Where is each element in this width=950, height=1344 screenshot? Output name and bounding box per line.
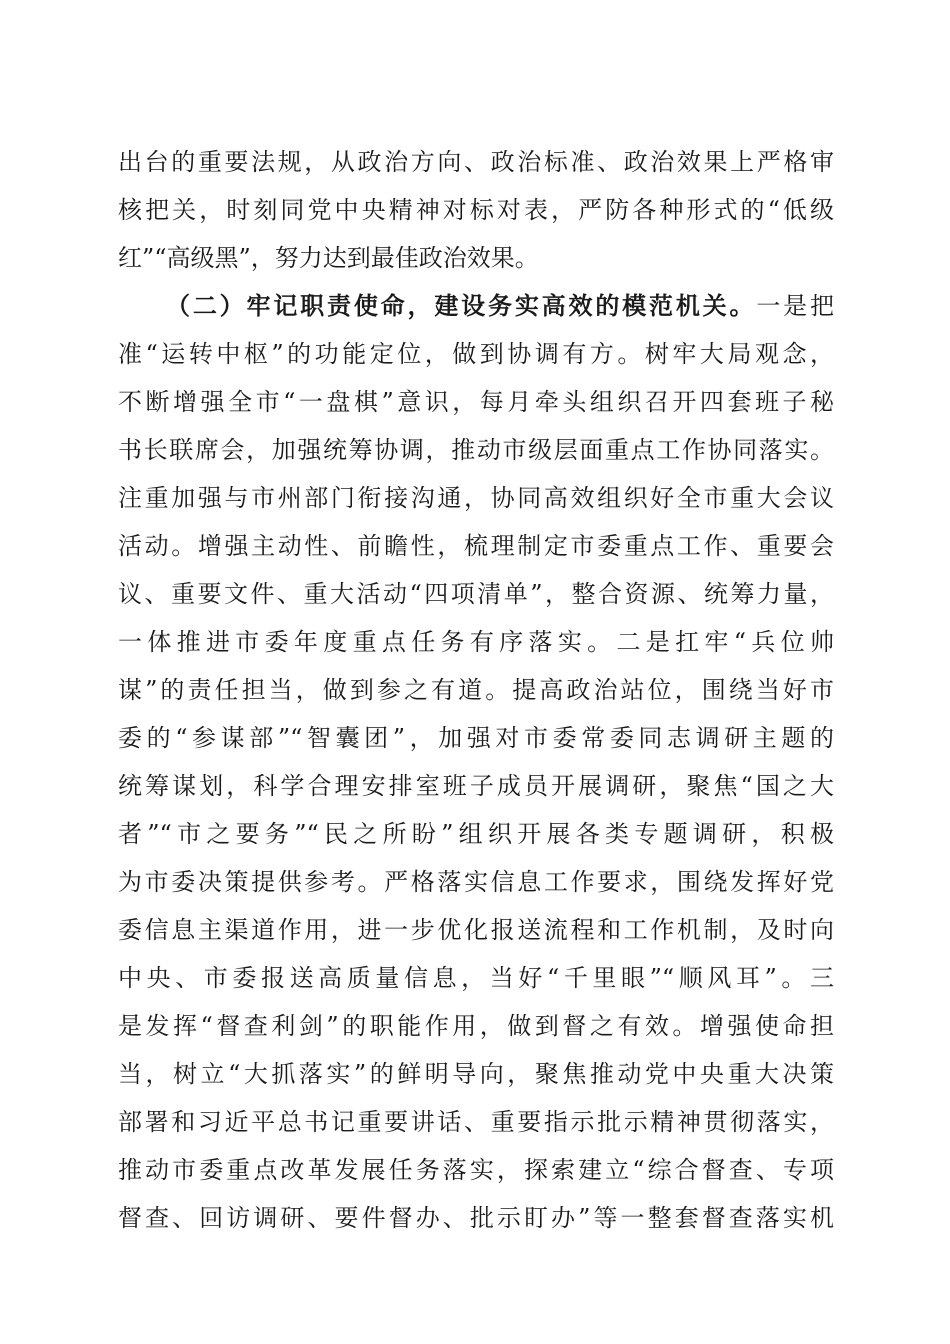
paragraph-2-line-16: 是发挥“督查利剑”的职能作用，做到督之有效。增强使命担 (118, 1012, 834, 1040)
paragraph-2-line-19: 推动市委重点改革发展任务落实，探索建立“综合督查、专项 (118, 1156, 834, 1184)
paragraph-2-line-20: 督查、回访调研、要件督办、批示盯办”等一整套督查落实机 (118, 1204, 834, 1232)
paragraph-2-line-14: 委信息主渠道作用，进一步优化报送流程和工作机制，及时向 (118, 916, 834, 944)
paragraph-2-line-2: 准“运转中枢”的功能定位，做到协调有方。树牢大局观念， (118, 340, 834, 368)
paragraph-1-line-3: 红”“高级黑”，努力达到最佳政治效果。 (118, 244, 539, 272)
paragraph-2-line-1 (166, 286, 834, 326)
paragraph-2-line-10: 委的“参谋部”“智囊团”，加强对市委常委同志调研主题的 (118, 724, 834, 752)
paragraph-2-line-17: 当，树立“大抓落实”的鲜明导向，聚焦推动党中央重大决策 (118, 1060, 834, 1088)
paragraph-2-line-6: 活动。增强主动性、前瞻性，梳理制定市委重点工作、重要会 (118, 532, 834, 560)
paragraph-1-line-1: 出台的重要法规，从政治方向、政治标准、政治效果上严格审 (118, 148, 834, 176)
paragraph-2-line-12: 者”“市之要务”“民之所盼”组织开展各类专题调研，积极 (118, 820, 834, 848)
paragraph-2-line-11: 统筹谋划，科学合理安排室班子成员开展调研，聚焦“国之大 (118, 772, 834, 800)
paragraph-2-line-7: 议、重要文件、重大活动“四项清单”，整合资源、统筹力量， (118, 580, 834, 608)
paragraph-2-line-18: 部署和习近平总书记重要讲话、重要指示批示精神贯彻落实， (118, 1108, 834, 1136)
section-heading-continuation: 一是把 (756, 292, 834, 320)
section-heading: （二）牢记职责使命，建设务实高效的模范机关。 (166, 291, 757, 320)
paragraph-1-line-2: 核把关，时刻同党中央精神对标对表，严防各种形式的“低级 (118, 196, 834, 224)
paragraph-2-line-5: 注重加强与市州部门衔接沟通，协同高效组织好全市重大会议 (118, 484, 834, 512)
paragraph-2-line-3: 不断增强全市“一盘棋”意识，每月牵头组织召开四套班子秘 (118, 388, 834, 416)
paragraph-2-line-8: 一体推进市委年度重点任务有序落实。二是扛牢“兵位帅 (118, 628, 834, 656)
paragraph-2-line-9: 谋”的责任担当，做到参之有道。提高政治站位，围绕当好市 (118, 676, 834, 704)
paragraph-2-line-13: 为市委决策提供参考。严格落实信息工作要求，围绕发挥好党 (118, 868, 834, 896)
paragraph-2-line-15: 中央、市委报送高质量信息，当好“千里眼”“顺风耳”。三 (118, 964, 834, 992)
paragraph-2-line-4: 书长联席会，加强统筹协调，推动市级层面重点工作协同落实。 (118, 436, 834, 464)
